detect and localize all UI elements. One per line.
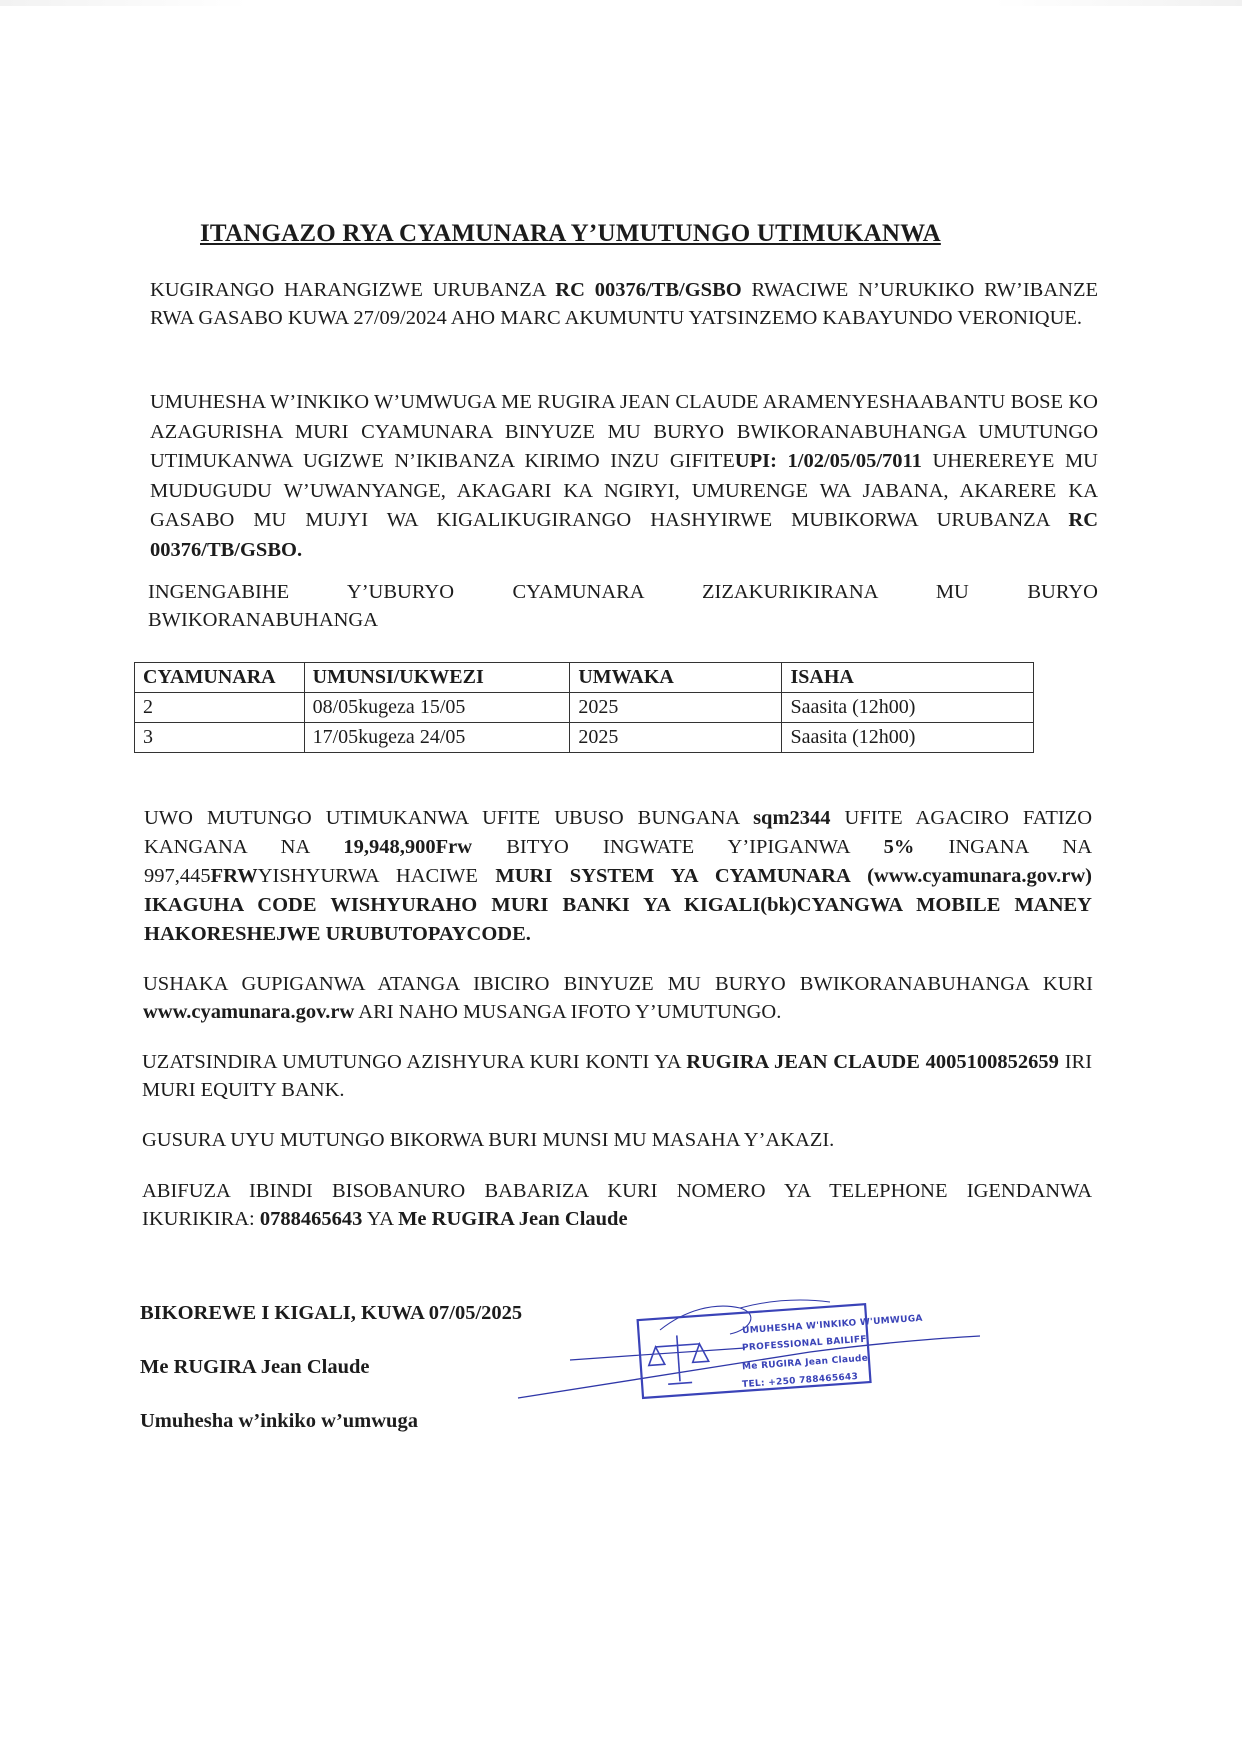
column-header: UMUNSI/UKWEZI	[304, 663, 570, 693]
table-row	[135, 693, 1034, 723]
table-cell: 17/05kugeza 24/05	[304, 723, 570, 753]
paragraph-bidding-instructions: USHAKA GUPIGANWA ATANGA IBICIRO BINYUZE MU BURYO BWIKORANABUHANGA KURI www.cyamunara.gov.rw ARI NAHO MUSANGA IFOTO Y’UMUTUNGO.	[143, 973, 1093, 1023]
table-cell: Saasita (12h00)	[782, 693, 1034, 723]
stamp-line: Me RUGIRA Jean Claude	[741, 1353, 869, 1373]
table-cell: 08/05kugeza 15/05	[304, 693, 570, 723]
auction-schedule-table	[134, 662, 1034, 753]
document-title: ITANGAZO RYA CYAMUNARA Y’UMUTUNGO UTIMUKANWA	[200, 220, 941, 247]
column-header: CYAMUNARA	[135, 663, 305, 693]
table-header-row	[135, 663, 1034, 693]
paragraph-visiting-hours: GUSURA UYU MUTUNGO BIKORWA BURI MUNSI MU MASAHA Y’AKAZI.	[142, 1129, 835, 1151]
area-value: sqm2344	[753, 807, 831, 829]
paragraph-schedule-intro: INGENGABIHE Y’UBURYO CYAMUNARA ZIZAKURIKIRANA MU BURYO BWIKORANABUHANGA	[148, 581, 1098, 631]
stamp-line: PROFESSIONAL BAILIFF	[741, 1334, 868, 1354]
paragraph-property-value: UWO MUTUNGO UTIMUKANWA UFITE UBUSO BUNGANA sqm2344 UFITE AGACIRO FATIZO KANGANA NA 19,948,900Frw BITYO INGWATE Y’IPIGANWA 5% INGANA NA 997,445FRWYISHYURWA HACIWE MURI SYSTEM YA CYAMUNARA (www.cyamunara.gov.rw) IKAGUHA CODE WISHYURAHO MURI BANKI YA KIGALI(bk)CYANGWA MOBILE MANEY HAKORESHEJWE URUBUTOPAYCODE.	[144, 807, 1092, 945]
paragraph-case-reference: KUGIRANGO HARANGIZWE URUBANZA RC 00376/TB/GSBO RWACIWE N’URUKIKO RW’IBANZE RWA GASABO KUWA 27/09/2024 AHO MARC AKUMUNTU YATSINZEMO KABAYUNDO VERONIQUE.	[150, 279, 1098, 329]
table-cell: 2025	[570, 723, 782, 753]
paragraph-property-description: UMUHESHA W’INKIKO W’UMWUGA ME RUGIRA JEAN CLAUDE ARAMENYESHAABANTU BOSE KO AZAGURISHA MURI CYAMUNARA BINYUZE MU BURYO BWIKORANABUHANGA UMUTUNGO UTIMUKANWA UGIZWE N’IKIBANZA KIRIMO INZU GIFITEUPI: 1/02/05/05/7011 UHEREREYE MU MUDUGUDU W’UWANYANGE, AKAGARI KA NGIRYI, UMURENGE WA JABANA, AKARERE KA GASABO MU MUJYI WA KIGALIKUGIRANGO HASHYIRWE MUBIKORWA URUBANZA RC 00376/TB/GSBO.	[150, 391, 1098, 561]
case-number: RC 00376/TB/GSBO	[555, 279, 742, 301]
upi-number: UPI: 1/02/05/05/7011	[734, 450, 922, 472]
deposit-percent: 5%	[883, 836, 915, 858]
stamp-line: TEL: +250 788465643	[741, 1371, 859, 1391]
table-cell: 2025	[570, 693, 782, 723]
official-stamp	[510, 1290, 980, 1410]
stamp-line: UMUHESHA W'INKIKO W'UMWUGA	[741, 1313, 924, 1337]
phone-number: 0788465643	[259, 1208, 363, 1230]
paragraph-contact-info: ABIFUZA IBINDI BISOBANURO BABARIZA KURI NOMERO YA TELEPHONE IGENDANWA IKURIKIRA: 0788465643 YA Me RUGIRA Jean Claude	[142, 1180, 1092, 1230]
column-header: UMWAKA	[570, 663, 782, 693]
signatory-name: Me RUGIRA Jean Claude	[140, 1356, 370, 1378]
table-cell: Saasita (12h00)	[782, 723, 1034, 753]
base-price: 19,948,900Frw	[343, 836, 473, 858]
table-cell: 2	[135, 693, 305, 723]
payment-instructions: MURI SYSTEM YA CYAMUNARA (www.cyamunara.gov.rw) IKAGUHA CODE WISHYURAHO MURI BANKI YA KIGALI(bk)CYANGWA MOBILE MANEY HAKORESHEJWE URUBUTOPAYCODE.	[144, 865, 1092, 945]
place-date-line: BIKOREWE I KIGALI, KUWA 07/05/2025	[140, 1302, 523, 1324]
account-holder-number: RUGIRA JEAN CLAUDE 4005100852659	[686, 1051, 1059, 1073]
table-row	[135, 723, 1034, 753]
auction-website: www.cyamunara.gov.rw	[143, 1001, 355, 1023]
paragraph-payment-account: UZATSINDIRA UMUTUNGO AZISHYURA KURI KONTI YA RUGIRA JEAN CLAUDE 4005100852659 IRI MURI EQUITY BANK.	[142, 1051, 1093, 1101]
table-cell: 3	[135, 723, 305, 753]
column-header: ISAHA	[782, 663, 1034, 693]
scan-top-edge	[0, 0, 1242, 6]
signatory-title: Umuhesha w’inkiko w’umwuga	[140, 1410, 418, 1432]
contact-name: Me RUGIRA Jean Claude	[398, 1208, 628, 1230]
case-number-repeat: RC 00376/TB/GSBO.	[150, 509, 1098, 561]
